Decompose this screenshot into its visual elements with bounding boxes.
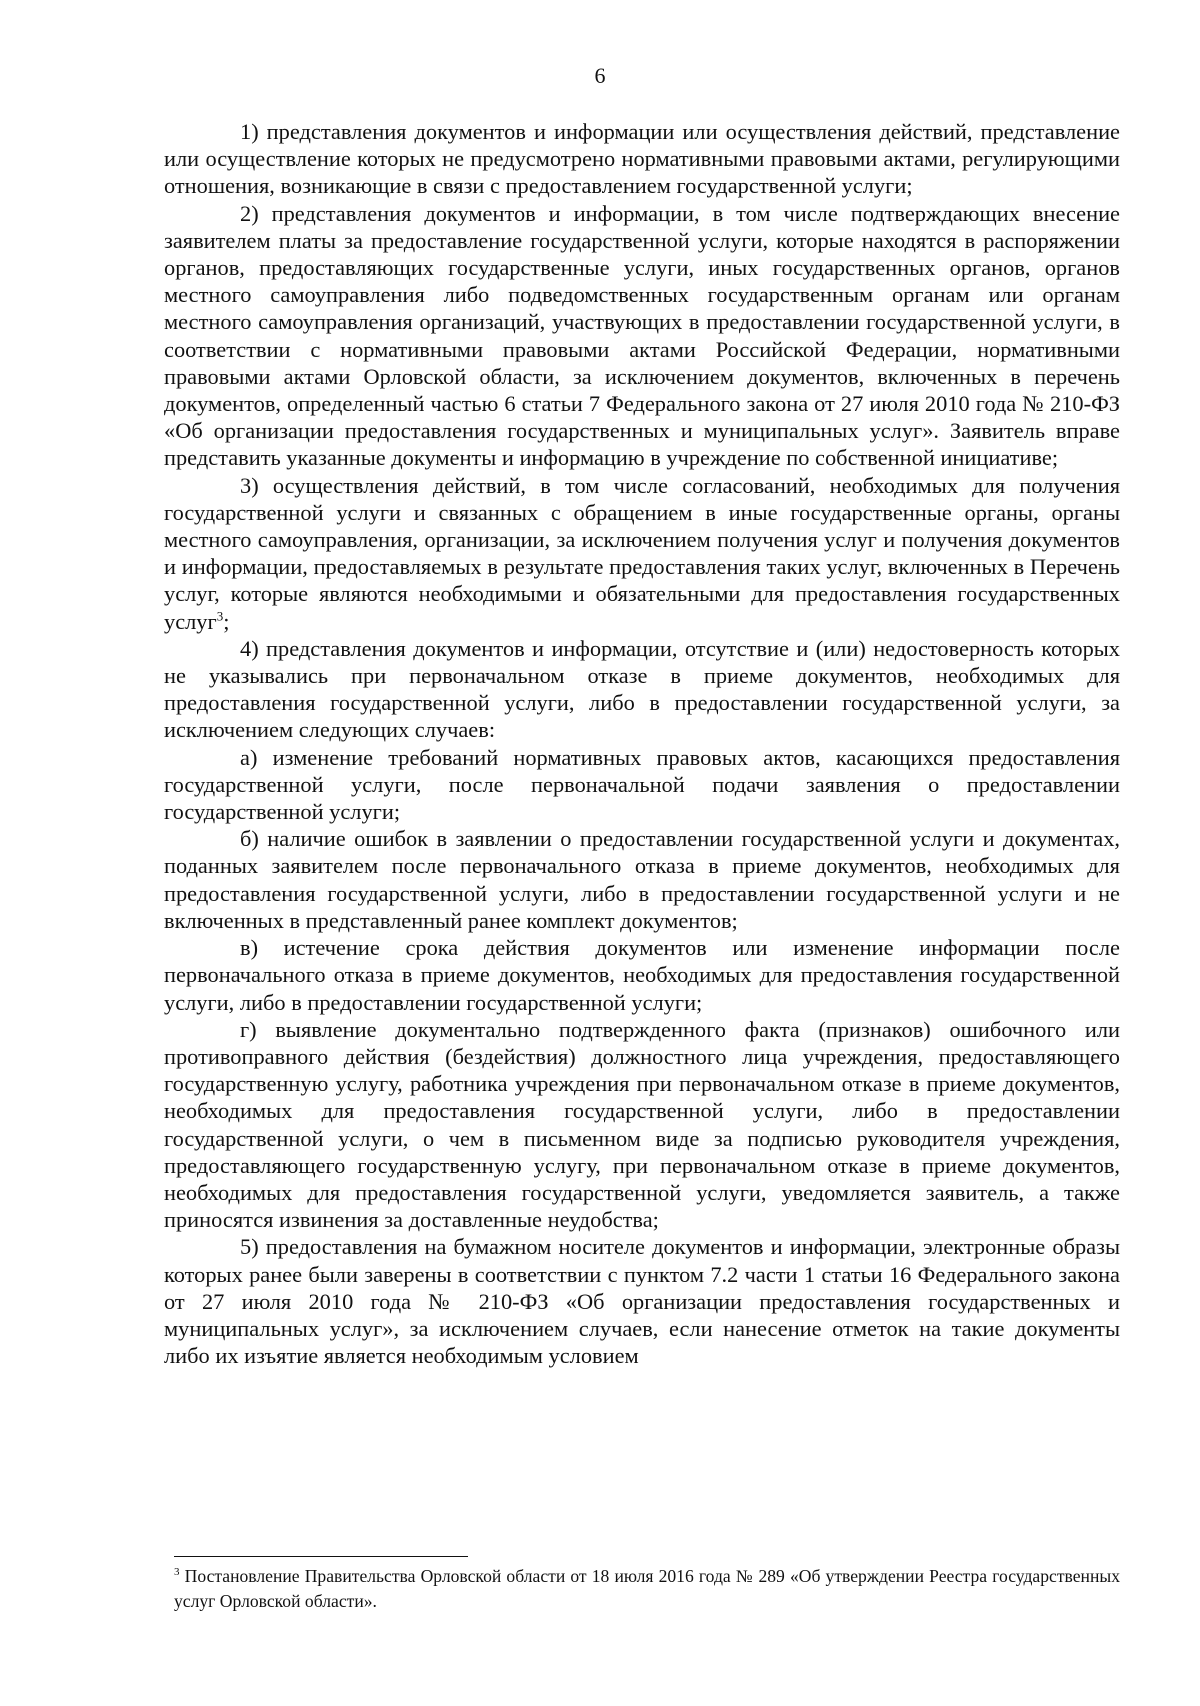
footnote-divider [174, 1556, 468, 1557]
paragraph-item-4: 4) представления документов и информации, отсутствие и (или) недостоверность которых не указывались при первоначальном отказе в приеме документов, необходимых для предоставления государственной услуги, либо в предоставлении государственной услуги, за исключением следующих случаев: [164, 635, 1120, 743]
paragraph-item-2: 2) представления документов и информации, в том числе подтверждающих внесение заявителем платы за предоставление государственной услуги, которые находятся в распоряжении органов, предоставляющих государственные услуги, иных государственных органов, органов местного самоуправления либо подведомственных государственным органам или органам местного самоуправления организаций, участвующих в предоставлении государственной услуги, в соответствии с нормативными правовыми актами Российской Федерации, нормативными правовыми актами Орловской области, за исключением документов, включенных в перечень документов, определенный частью 6 статьи 7 Федерального закона от 27 июля 2010 года № 210-ФЗ «Об организации предоставления государственных и муниципальных услуг». Заявитель вправе представить указанные документы и информацию в учреждение по собственной инициативе; [164, 200, 1120, 471]
subitem-b: б) наличие ошибок в заявлении о предоставлении государственной услуги и документах, поданных заявителем после первоначального отказа в приеме документов, необходимых для предоставления государственной услуги, либо в предоставлении государственной услуги и не включенных в представленный ранее комплект документов; [164, 826, 1120, 933]
subitem-g: г) выявление документально подтвержденного факта (признаков) ошибочного или противоправного действия (бездействия) должностного лица учреждения, предоставляющего государственную услугу, работника учреждения при первоначальном отказе в приеме документов, необходимых для предоставления государственной услуги, либо в предоставлении государственной услуги, о чем в письменном виде за подписью руководителя учреждения, предоставляющего государственную услугу, при первоначальном отказе в приеме документов, необходимых для предоставления государственной услуги, уведомляется заявитель, а также приносятся извинения за доставленные неудобства; [164, 1016, 1120, 1233]
subitem-a: а) изменение требований нормативных правовых актов, касающихся предоставления государственной услуги, после первоначальной подачи заявления о предоставлении государственной услуги; [164, 744, 1120, 825]
subitem-v: в) истечение срока действия документов или изменение информации после первоначального отказа в приеме документов, необходимых для предоставления государственной услуги, либо в предоставлении государственной услуги; [164, 935, 1120, 1015]
footnote-marker: 3 [174, 1566, 180, 1579]
footnote-text: Постановление Правительства Орловской области от 18 июля 2016 года № 289 «Об утверждении Реестра государственных услуг Орловской области». [174, 1566, 1120, 1611]
page-number: 6 [594, 63, 606, 88]
footnote [174, 1564, 1120, 1614]
footnote-reference: 3 [216, 608, 224, 624]
document-body [164, 118, 1120, 1369]
paragraph-item-1: 1) представления документов и информации или осуществления действий, представление или осуществление которых не предусмотрено нормативными правовыми актами, регулирующими отношения, возникающие в связи с предоставлением государственной услуги; [164, 119, 1120, 199]
paragraph-item-3-text: 3) осуществления действий, в том числе согласований, необходимых для получения государственной услуги и связанных с обращением в иные государственные органы, органы местного самоуправления, организации, за исключением получения услуг и получения документов и информации, предоставляемых в результате предоставления таких услуг, включенных в Перечень услуг, которые являются необходимыми и обязательными для предоставления государственных услуг [164, 472, 1120, 634]
paragraph-item-3 [164, 472, 1120, 635]
paragraph-item-5: 5) предоставления на бумажном носителе документов и информации, электронные образы которых ранее были заверены в соответствии с пунктом 7.2 части 1 статьи 16 Федерального закона от 27 июля 2010 года № 210-ФЗ «Об организации предоставления государственных и муниципальных услуг», за исключением случаев, если нанесение отметок на такие документы либо их изъятие является необходимым условием [164, 1234, 1120, 1369]
paragraph-item-3-tail: ; [223, 608, 230, 634]
